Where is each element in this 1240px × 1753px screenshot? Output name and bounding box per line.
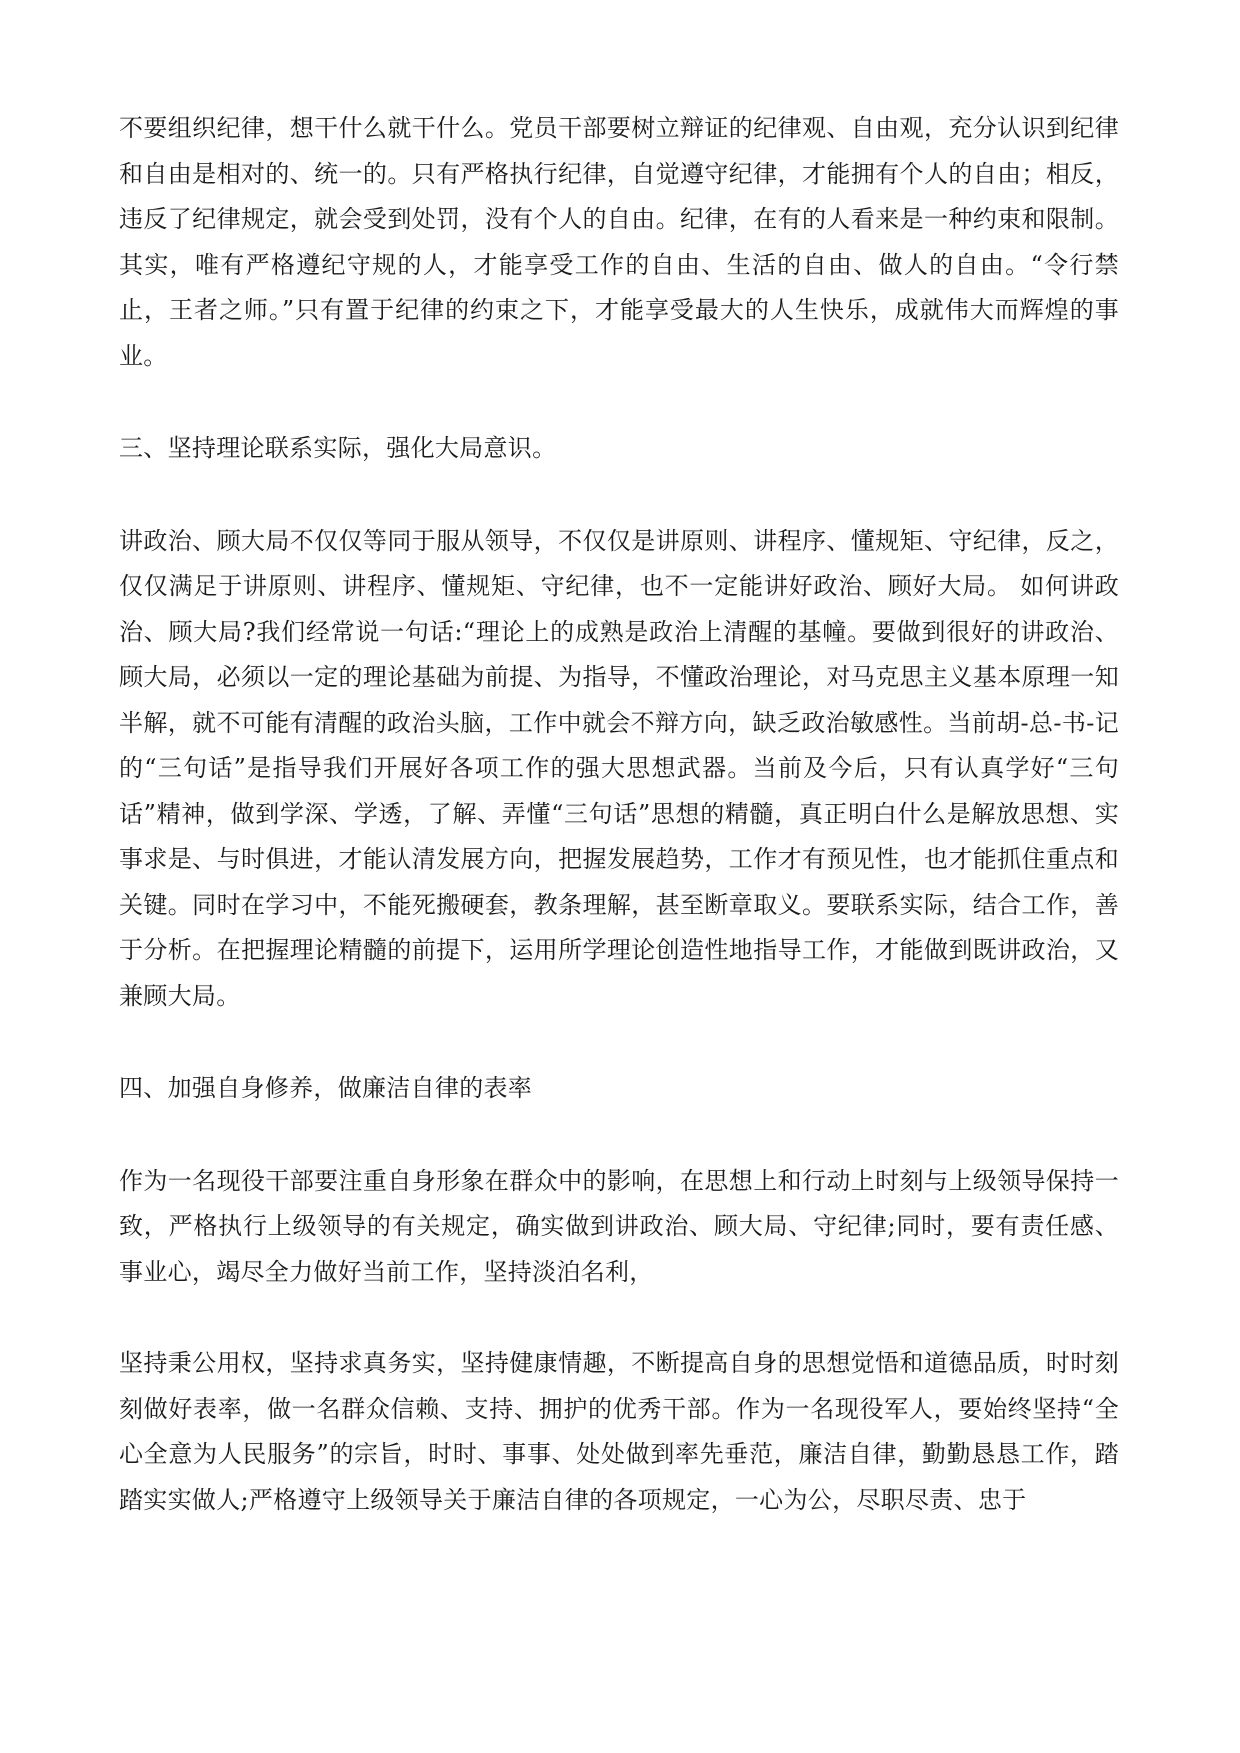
paragraph-self-cultivation: 作为一名现役干部要注重自身形象在群众中的影响，在思想上和行动上时刻与上级领导保持一致，严格执行上级领导的有关规定，确实做到讲政治、顾大局、守纪律;同时，要有责任感、事业心，竭尽全力做好当前工作，坚持淡泊名利， (119, 1166, 1119, 1286)
document-page (119, 106, 1119, 1523)
paragraph-theory-practice: 讲政治、顾大局不仅仅等同于服从领导，不仅仅是讲原则、讲程序、懂规矩、守纪律，反之，仅仅满足于讲原则、讲程序、懂规矩、守纪律，也不一定能讲好政治、顾好大局。 如何讲政治、顾大局?我们经常说一句话:“理论上的成熟是政治上清醒的基幢。要做到很好的讲政治、顾大局，必须以一定的理论基础为前提、为指导，不懂政治理论，对马克思主义基本原理一知半解，就不可能有清醒的政治头脑，工作中就会不辩方向，缺乏政治敏感性。当前胡-总-书-记的“三句话”是指导我们开展好各项工作的强大思想武器。当前及今后，只有认真学好“三句话”精神，做到学深、学透，了解、弄懂“三句话”思想的精髓，真正明白什么是解放思想、实事求是、与时俱进，才能认清发展方向，把握发展趋势，工作才有预见性，也才能抓住重点和关键。同时在学习中，不能死搬硬套，教条理解，甚至断章取义。要联系实际，结合工作，善于分析。在把握理论精髓的前提下，运用所学理论创造性地指导工作，才能做到既讲政治，又兼顾大局。 (119, 526, 1119, 1010)
paragraph-integrity: 坚持秉公用权，坚持求真务实，坚持健康情趣，不断提高自身的思想觉悟和道德品质，时时刻刻做好表率，做一名群众信赖、支持、拥护的优秀干部。作为一名现役军人，要始终坚持“全心全意为人民服务”的宗旨，时时、事事、处处做到率先垂范，廉洁自律，勤勤恳恳工作，踏踏实实做人;严格遵守上级领导关于廉洁自律的各项规定，一心为公，尽职尽责、忠于 (119, 1349, 1119, 1514)
section-heading-four: 四、加强自身修养，做廉洁自律的表率 (119, 1074, 533, 1102)
section-heading-three: 三、坚持理论联系实际，强化大局意识。 (119, 434, 557, 462)
paragraph-discipline-freedom: 不要组织纪律，想干什么就干什么。党员干部要树立辩证的纪律观、自由观，充分认识到纪律和自由是相对的、统一的。只有严格执行纪律，自觉遵守纪律，才能拥有个人的自由；相反，违反了纪律规定，就会受到处罚，没有个人的自由。纪律，在有的人看来是一种约束和限制。其实，唯有严格遵纪守规的人，才能享受工作的自由、生活的自由、做人的自由。“令行禁止，王者之师。”只有置于纪律的约束之下，才能享受最大的人生快乐，成就伟大而辉煌的事业。 (119, 114, 1119, 370)
